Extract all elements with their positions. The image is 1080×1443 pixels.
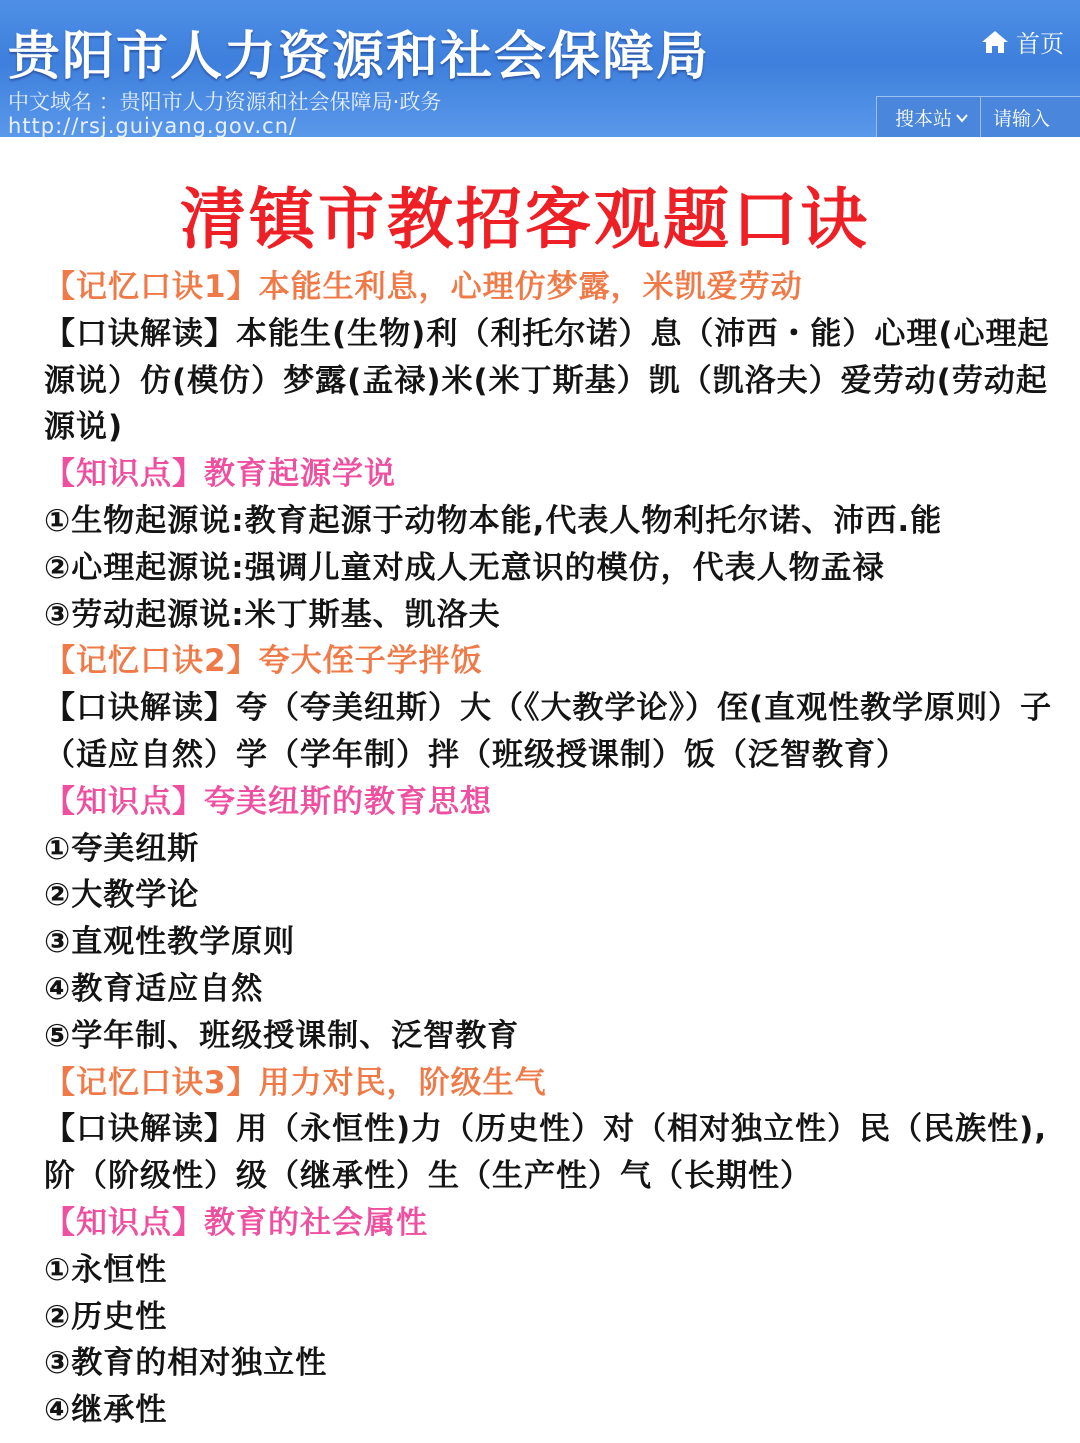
search-input[interactable]: 请输入 (993, 108, 1051, 130)
knowledge-point: ⑤学年制、班级授课制、泛智教育 (44, 1017, 520, 1054)
chevron-down-icon (956, 113, 968, 123)
home-link[interactable] (980, 24, 1064, 59)
knowledge-point: ③直观性教学原则 (44, 924, 296, 961)
knowledge-point: ④继承性 (44, 1392, 168, 1429)
domain-label: 中文域名 ：贵阳市人力资源和社会保障局·政务 (8, 90, 442, 114)
mnemonic-interpretation: 【口诀解读】本能生(生物)利（利托尔诺）息（沛西・能）心理(心理起源说）仿(模仿）梦露(孟禄)米(米丁斯基）凯（凯洛夫）爱劳动(劳动起源说) (44, 315, 1050, 446)
knowledge-point: ①夸美纽斯 (44, 830, 200, 867)
home-icon (980, 29, 1010, 55)
mnemonic-interpretation: 【口诀解读】用（永恒性)力（历史性）对（相对独立性）民（民族性),阶（阶级性）级（继承性）生（生产性）气（长期性） (44, 1111, 1048, 1195)
knowledge-point: ③劳动起源说:米丁斯基、凯洛夫 (44, 596, 501, 633)
site-url[interactable]: http://rsj.guiyang.gov.cn/ (8, 114, 298, 137)
search-scope-select[interactable] (877, 97, 981, 137)
knowledge-heading: 【知识点】教育的社会属性 (44, 1204, 428, 1241)
home-label: 首页 (1016, 30, 1064, 58)
site-title: 贵阳市人力资源和社会保障局 (8, 27, 711, 87)
knowledge-point: ①永恒性 (44, 1251, 168, 1288)
knowledge-heading: 【知识点】教育起源学说 (44, 456, 396, 493)
mnemonic-interpretation: 【口诀解读】夸（夸美纽斯）大（《大教学论》）侄(直观性教学原则）子（适应自然）学（学年制）拌（班级授课制）饭（泛智教育） (44, 690, 1053, 773)
knowledge-point: ②大教学论 (44, 877, 200, 914)
document-body (44, 264, 1074, 1434)
site-search (876, 96, 1080, 137)
knowledge-point: ②心理起源说:强调儿童对成人无意识的模仿，代表人物孟禄 (44, 549, 885, 586)
knowledge-point: ④教育适应自然 (44, 970, 264, 1007)
mnemonic-heading: 【记忆口诀1】本能生利息，心理仿梦露，米凯爱劳动 (44, 269, 803, 305)
document-title: 清镇市教招客观题口诀 (180, 181, 870, 258)
mnemonic-heading: 【记忆口诀3】用力对民，阶级生气 (44, 1064, 547, 1101)
knowledge-point: ②历史性 (44, 1298, 168, 1335)
site-banner (0, 0, 1080, 137)
mnemonic-heading: 【记忆口诀2】夸大侄子学拌饭 (44, 643, 483, 680)
knowledge-point: ③教育的相对独立性 (44, 1345, 328, 1382)
search-scope-label: 搜本站 (895, 108, 953, 130)
knowledge-heading: 【知识点】夸美纽斯的教育思想 (44, 783, 492, 820)
knowledge-point: ①生物起源说:教育起源于动物本能,代表人物利托尔诺、沛西.能 (44, 502, 943, 539)
